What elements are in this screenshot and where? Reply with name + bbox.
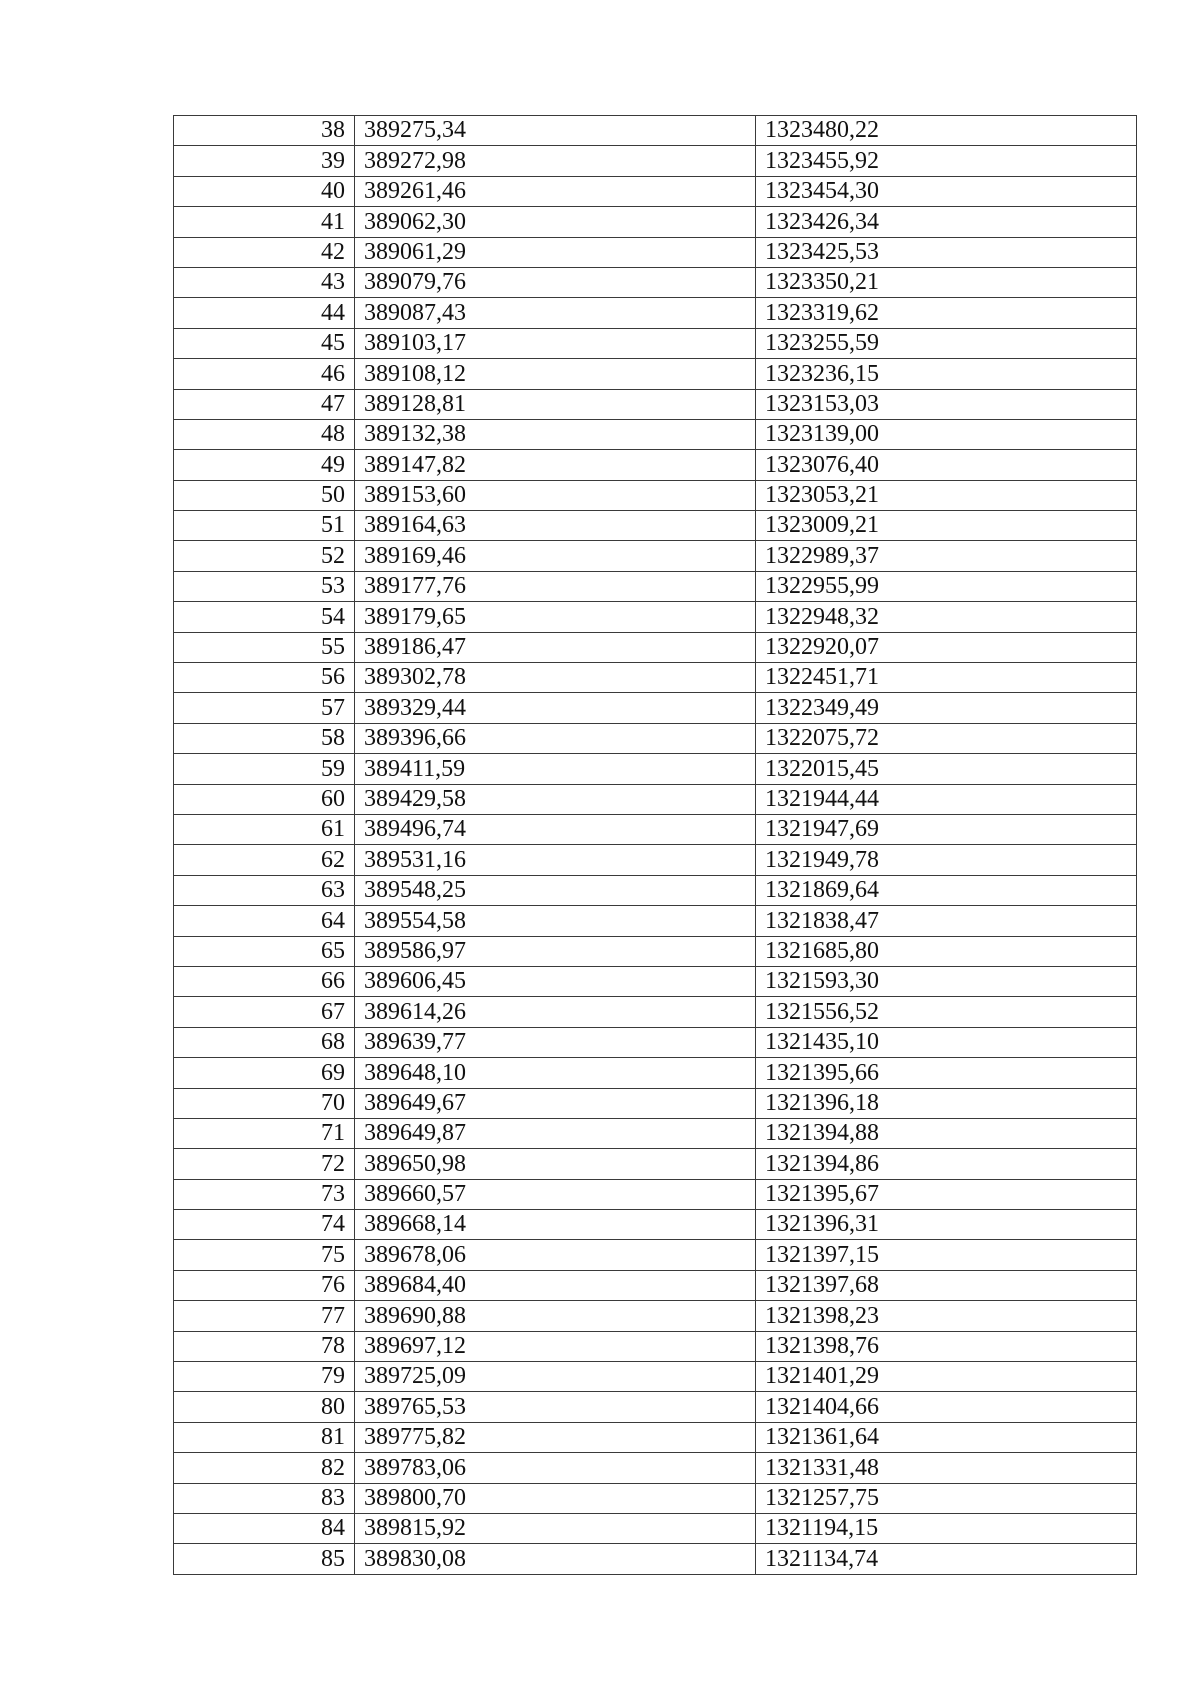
table-row: [174, 480, 1137, 510]
y-coordinate-cell: 1323053,21: [756, 480, 1137, 510]
point-number-cell: 76: [174, 1270, 355, 1300]
table-row: [174, 1058, 1137, 1088]
table-row: [174, 632, 1137, 662]
x-coordinate-cell: 389275,34: [355, 116, 756, 146]
point-number-cell: 64: [174, 906, 355, 936]
x-coordinate-cell: 389649,87: [355, 1118, 756, 1148]
table-row: [174, 1483, 1137, 1513]
table-row: [174, 1210, 1137, 1240]
point-number-cell: 81: [174, 1422, 355, 1452]
y-coordinate-cell: 1322920,07: [756, 632, 1137, 662]
table-row: [174, 1392, 1137, 1422]
point-number-cell: 75: [174, 1240, 355, 1270]
table-row: [174, 814, 1137, 844]
x-coordinate-cell: 389614,26: [355, 997, 756, 1027]
table-row: [174, 1453, 1137, 1483]
table-row: [174, 419, 1137, 449]
x-coordinate-cell: 389606,45: [355, 966, 756, 996]
y-coordinate-cell: 1321134,74: [756, 1544, 1137, 1574]
table-row: [174, 1301, 1137, 1331]
point-number-cell: 49: [174, 450, 355, 480]
table-row: [174, 541, 1137, 571]
point-number-cell: 74: [174, 1210, 355, 1240]
table-row: [174, 389, 1137, 419]
y-coordinate-cell: 1323480,22: [756, 116, 1137, 146]
point-number-cell: 51: [174, 511, 355, 541]
x-coordinate-cell: 389108,12: [355, 359, 756, 389]
y-coordinate-cell: 1322989,37: [756, 541, 1137, 571]
table-row: [174, 1027, 1137, 1057]
x-coordinate-cell: 389132,38: [355, 419, 756, 449]
y-coordinate-cell: 1321396,18: [756, 1088, 1137, 1118]
y-coordinate-cell: 1323236,15: [756, 359, 1137, 389]
x-coordinate-cell: 389800,70: [355, 1483, 756, 1513]
x-coordinate-cell: 389186,47: [355, 632, 756, 662]
point-number-cell: 66: [174, 966, 355, 996]
x-coordinate-cell: 389678,06: [355, 1240, 756, 1270]
coordinates-table: [173, 115, 1137, 1575]
x-coordinate-cell: 389062,30: [355, 207, 756, 237]
x-coordinate-cell: 389164,63: [355, 511, 756, 541]
point-number-cell: 72: [174, 1149, 355, 1179]
x-coordinate-cell: 389128,81: [355, 389, 756, 419]
x-coordinate-cell: 389684,40: [355, 1270, 756, 1300]
point-number-cell: 70: [174, 1088, 355, 1118]
point-number-cell: 65: [174, 936, 355, 966]
y-coordinate-cell: 1321838,47: [756, 906, 1137, 936]
x-coordinate-cell: 389272,98: [355, 146, 756, 176]
y-coordinate-cell: 1321869,64: [756, 875, 1137, 905]
x-coordinate-cell: 389079,76: [355, 267, 756, 297]
y-coordinate-cell: 1321401,29: [756, 1362, 1137, 1392]
point-number-cell: 84: [174, 1513, 355, 1543]
y-coordinate-cell: 1323426,34: [756, 207, 1137, 237]
y-coordinate-cell: 1323454,30: [756, 176, 1137, 206]
table-row: [174, 328, 1137, 358]
table-row: [174, 1513, 1137, 1543]
point-number-cell: 78: [174, 1331, 355, 1361]
point-number-cell: 80: [174, 1392, 355, 1422]
table-row: [174, 116, 1137, 146]
y-coordinate-cell: 1322955,99: [756, 571, 1137, 601]
x-coordinate-cell: 389302,78: [355, 663, 756, 693]
y-coordinate-cell: 1321257,75: [756, 1483, 1137, 1513]
y-coordinate-cell: 1323350,21: [756, 267, 1137, 297]
point-number-cell: 82: [174, 1453, 355, 1483]
x-coordinate-cell: 389177,76: [355, 571, 756, 601]
x-coordinate-cell: 389531,16: [355, 845, 756, 875]
table-row: [174, 784, 1137, 814]
y-coordinate-cell: 1321396,31: [756, 1210, 1137, 1240]
x-coordinate-cell: 389061,29: [355, 237, 756, 267]
x-coordinate-cell: 389496,74: [355, 814, 756, 844]
point-number-cell: 73: [174, 1179, 355, 1209]
y-coordinate-cell: 1321395,66: [756, 1058, 1137, 1088]
x-coordinate-cell: 389815,92: [355, 1513, 756, 1543]
table-row: [174, 359, 1137, 389]
point-number-cell: 60: [174, 784, 355, 814]
point-number-cell: 63: [174, 875, 355, 905]
x-coordinate-cell: 389660,57: [355, 1179, 756, 1209]
y-coordinate-cell: 1322451,71: [756, 663, 1137, 693]
table-row: [174, 754, 1137, 784]
y-coordinate-cell: 1322015,45: [756, 754, 1137, 784]
x-coordinate-cell: 389429,58: [355, 784, 756, 814]
x-coordinate-cell: 389554,58: [355, 906, 756, 936]
point-number-cell: 61: [174, 814, 355, 844]
point-number-cell: 53: [174, 571, 355, 601]
point-number-cell: 67: [174, 997, 355, 1027]
point-number-cell: 56: [174, 663, 355, 693]
table-row: [174, 906, 1137, 936]
table-row: [174, 1422, 1137, 1452]
point-number-cell: 43: [174, 267, 355, 297]
table-row: [174, 571, 1137, 601]
table-row: [174, 663, 1137, 693]
y-coordinate-cell: 1321398,23: [756, 1301, 1137, 1331]
x-coordinate-cell: 389179,65: [355, 602, 756, 632]
point-number-cell: 85: [174, 1544, 355, 1574]
y-coordinate-cell: 1323455,92: [756, 146, 1137, 176]
y-coordinate-cell: 1322349,49: [756, 693, 1137, 723]
table-row: [174, 1544, 1137, 1574]
table-row: [174, 237, 1137, 267]
table-row: [174, 1240, 1137, 1270]
x-coordinate-cell: 389548,25: [355, 875, 756, 905]
y-coordinate-cell: 1321593,30: [756, 966, 1137, 996]
point-number-cell: 58: [174, 723, 355, 753]
table-row: [174, 997, 1137, 1027]
table-row: [174, 1362, 1137, 1392]
point-number-cell: 77: [174, 1301, 355, 1331]
point-number-cell: 46: [174, 359, 355, 389]
x-coordinate-cell: 389153,60: [355, 480, 756, 510]
table-row: [174, 176, 1137, 206]
x-coordinate-cell: 389690,88: [355, 1301, 756, 1331]
x-coordinate-cell: 389639,77: [355, 1027, 756, 1057]
x-coordinate-cell: 389147,82: [355, 450, 756, 480]
table-row: [174, 1179, 1137, 1209]
x-coordinate-cell: 389586,97: [355, 936, 756, 966]
x-coordinate-cell: 389830,08: [355, 1544, 756, 1574]
table-row: [174, 966, 1137, 996]
y-coordinate-cell: 1321556,52: [756, 997, 1137, 1027]
y-coordinate-cell: 1321361,64: [756, 1422, 1137, 1452]
point-number-cell: 50: [174, 480, 355, 510]
x-coordinate-cell: 389668,14: [355, 1210, 756, 1240]
x-coordinate-cell: 389329,44: [355, 693, 756, 723]
table-row: [174, 146, 1137, 176]
x-coordinate-cell: 389783,06: [355, 1453, 756, 1483]
y-coordinate-cell: 1321397,68: [756, 1270, 1137, 1300]
y-coordinate-cell: 1321398,76: [756, 1331, 1137, 1361]
x-coordinate-cell: 389103,17: [355, 328, 756, 358]
point-number-cell: 52: [174, 541, 355, 571]
y-coordinate-cell: 1323139,00: [756, 419, 1137, 449]
table-row: [174, 1149, 1137, 1179]
x-coordinate-cell: 389169,46: [355, 541, 756, 571]
y-coordinate-cell: 1323319,62: [756, 298, 1137, 328]
y-coordinate-cell: 1321394,86: [756, 1149, 1137, 1179]
table-row: [174, 298, 1137, 328]
y-coordinate-cell: 1321194,15: [756, 1513, 1137, 1543]
table-row: [174, 693, 1137, 723]
point-number-cell: 38: [174, 116, 355, 146]
x-coordinate-cell: 389775,82: [355, 1422, 756, 1452]
x-coordinate-cell: 389649,67: [355, 1088, 756, 1118]
x-coordinate-cell: 389411,59: [355, 754, 756, 784]
y-coordinate-cell: 1322948,32: [756, 602, 1137, 632]
table-row: [174, 1118, 1137, 1148]
point-number-cell: 45: [174, 328, 355, 358]
x-coordinate-cell: 389396,66: [355, 723, 756, 753]
y-coordinate-cell: 1321947,69: [756, 814, 1137, 844]
y-coordinate-cell: 1321435,10: [756, 1027, 1137, 1057]
point-number-cell: 48: [174, 419, 355, 449]
table-row: [174, 845, 1137, 875]
x-coordinate-cell: 389261,46: [355, 176, 756, 206]
point-number-cell: 41: [174, 207, 355, 237]
y-coordinate-cell: 1321331,48: [756, 1453, 1137, 1483]
y-coordinate-cell: 1322075,72: [756, 723, 1137, 753]
x-coordinate-cell: 389087,43: [355, 298, 756, 328]
y-coordinate-cell: 1323009,21: [756, 511, 1137, 541]
table-row: [174, 602, 1137, 632]
point-number-cell: 68: [174, 1027, 355, 1057]
x-coordinate-cell: 389725,09: [355, 1362, 756, 1392]
point-number-cell: 69: [174, 1058, 355, 1088]
y-coordinate-cell: 1321395,67: [756, 1179, 1137, 1209]
y-coordinate-cell: 1323425,53: [756, 237, 1137, 267]
x-coordinate-cell: 389697,12: [355, 1331, 756, 1361]
table-row: [174, 1270, 1137, 1300]
point-number-cell: 42: [174, 237, 355, 267]
x-coordinate-cell: 389648,10: [355, 1058, 756, 1088]
point-number-cell: 57: [174, 693, 355, 723]
point-number-cell: 55: [174, 632, 355, 662]
table-row: [174, 936, 1137, 966]
point-number-cell: 62: [174, 845, 355, 875]
table-row: [174, 875, 1137, 905]
y-coordinate-cell: 1321685,80: [756, 936, 1137, 966]
coordinates-table-body: [174, 116, 1137, 1575]
y-coordinate-cell: 1323076,40: [756, 450, 1137, 480]
table-row: [174, 1331, 1137, 1361]
table-row: [174, 450, 1137, 480]
point-number-cell: 40: [174, 176, 355, 206]
y-coordinate-cell: 1321949,78: [756, 845, 1137, 875]
point-number-cell: 54: [174, 602, 355, 632]
point-number-cell: 44: [174, 298, 355, 328]
point-number-cell: 47: [174, 389, 355, 419]
table-row: [174, 267, 1137, 297]
table-row: [174, 1088, 1137, 1118]
point-number-cell: 83: [174, 1483, 355, 1513]
y-coordinate-cell: 1323153,03: [756, 389, 1137, 419]
x-coordinate-cell: 389765,53: [355, 1392, 756, 1422]
x-coordinate-cell: 389650,98: [355, 1149, 756, 1179]
point-number-cell: 59: [174, 754, 355, 784]
table-row: [174, 511, 1137, 541]
table-row: [174, 207, 1137, 237]
table-row: [174, 723, 1137, 753]
point-number-cell: 71: [174, 1118, 355, 1148]
point-number-cell: 79: [174, 1362, 355, 1392]
y-coordinate-cell: 1321394,88: [756, 1118, 1137, 1148]
y-coordinate-cell: 1323255,59: [756, 328, 1137, 358]
y-coordinate-cell: 1321397,15: [756, 1240, 1137, 1270]
y-coordinate-cell: 1321404,66: [756, 1392, 1137, 1422]
point-number-cell: 39: [174, 146, 355, 176]
y-coordinate-cell: 1321944,44: [756, 784, 1137, 814]
